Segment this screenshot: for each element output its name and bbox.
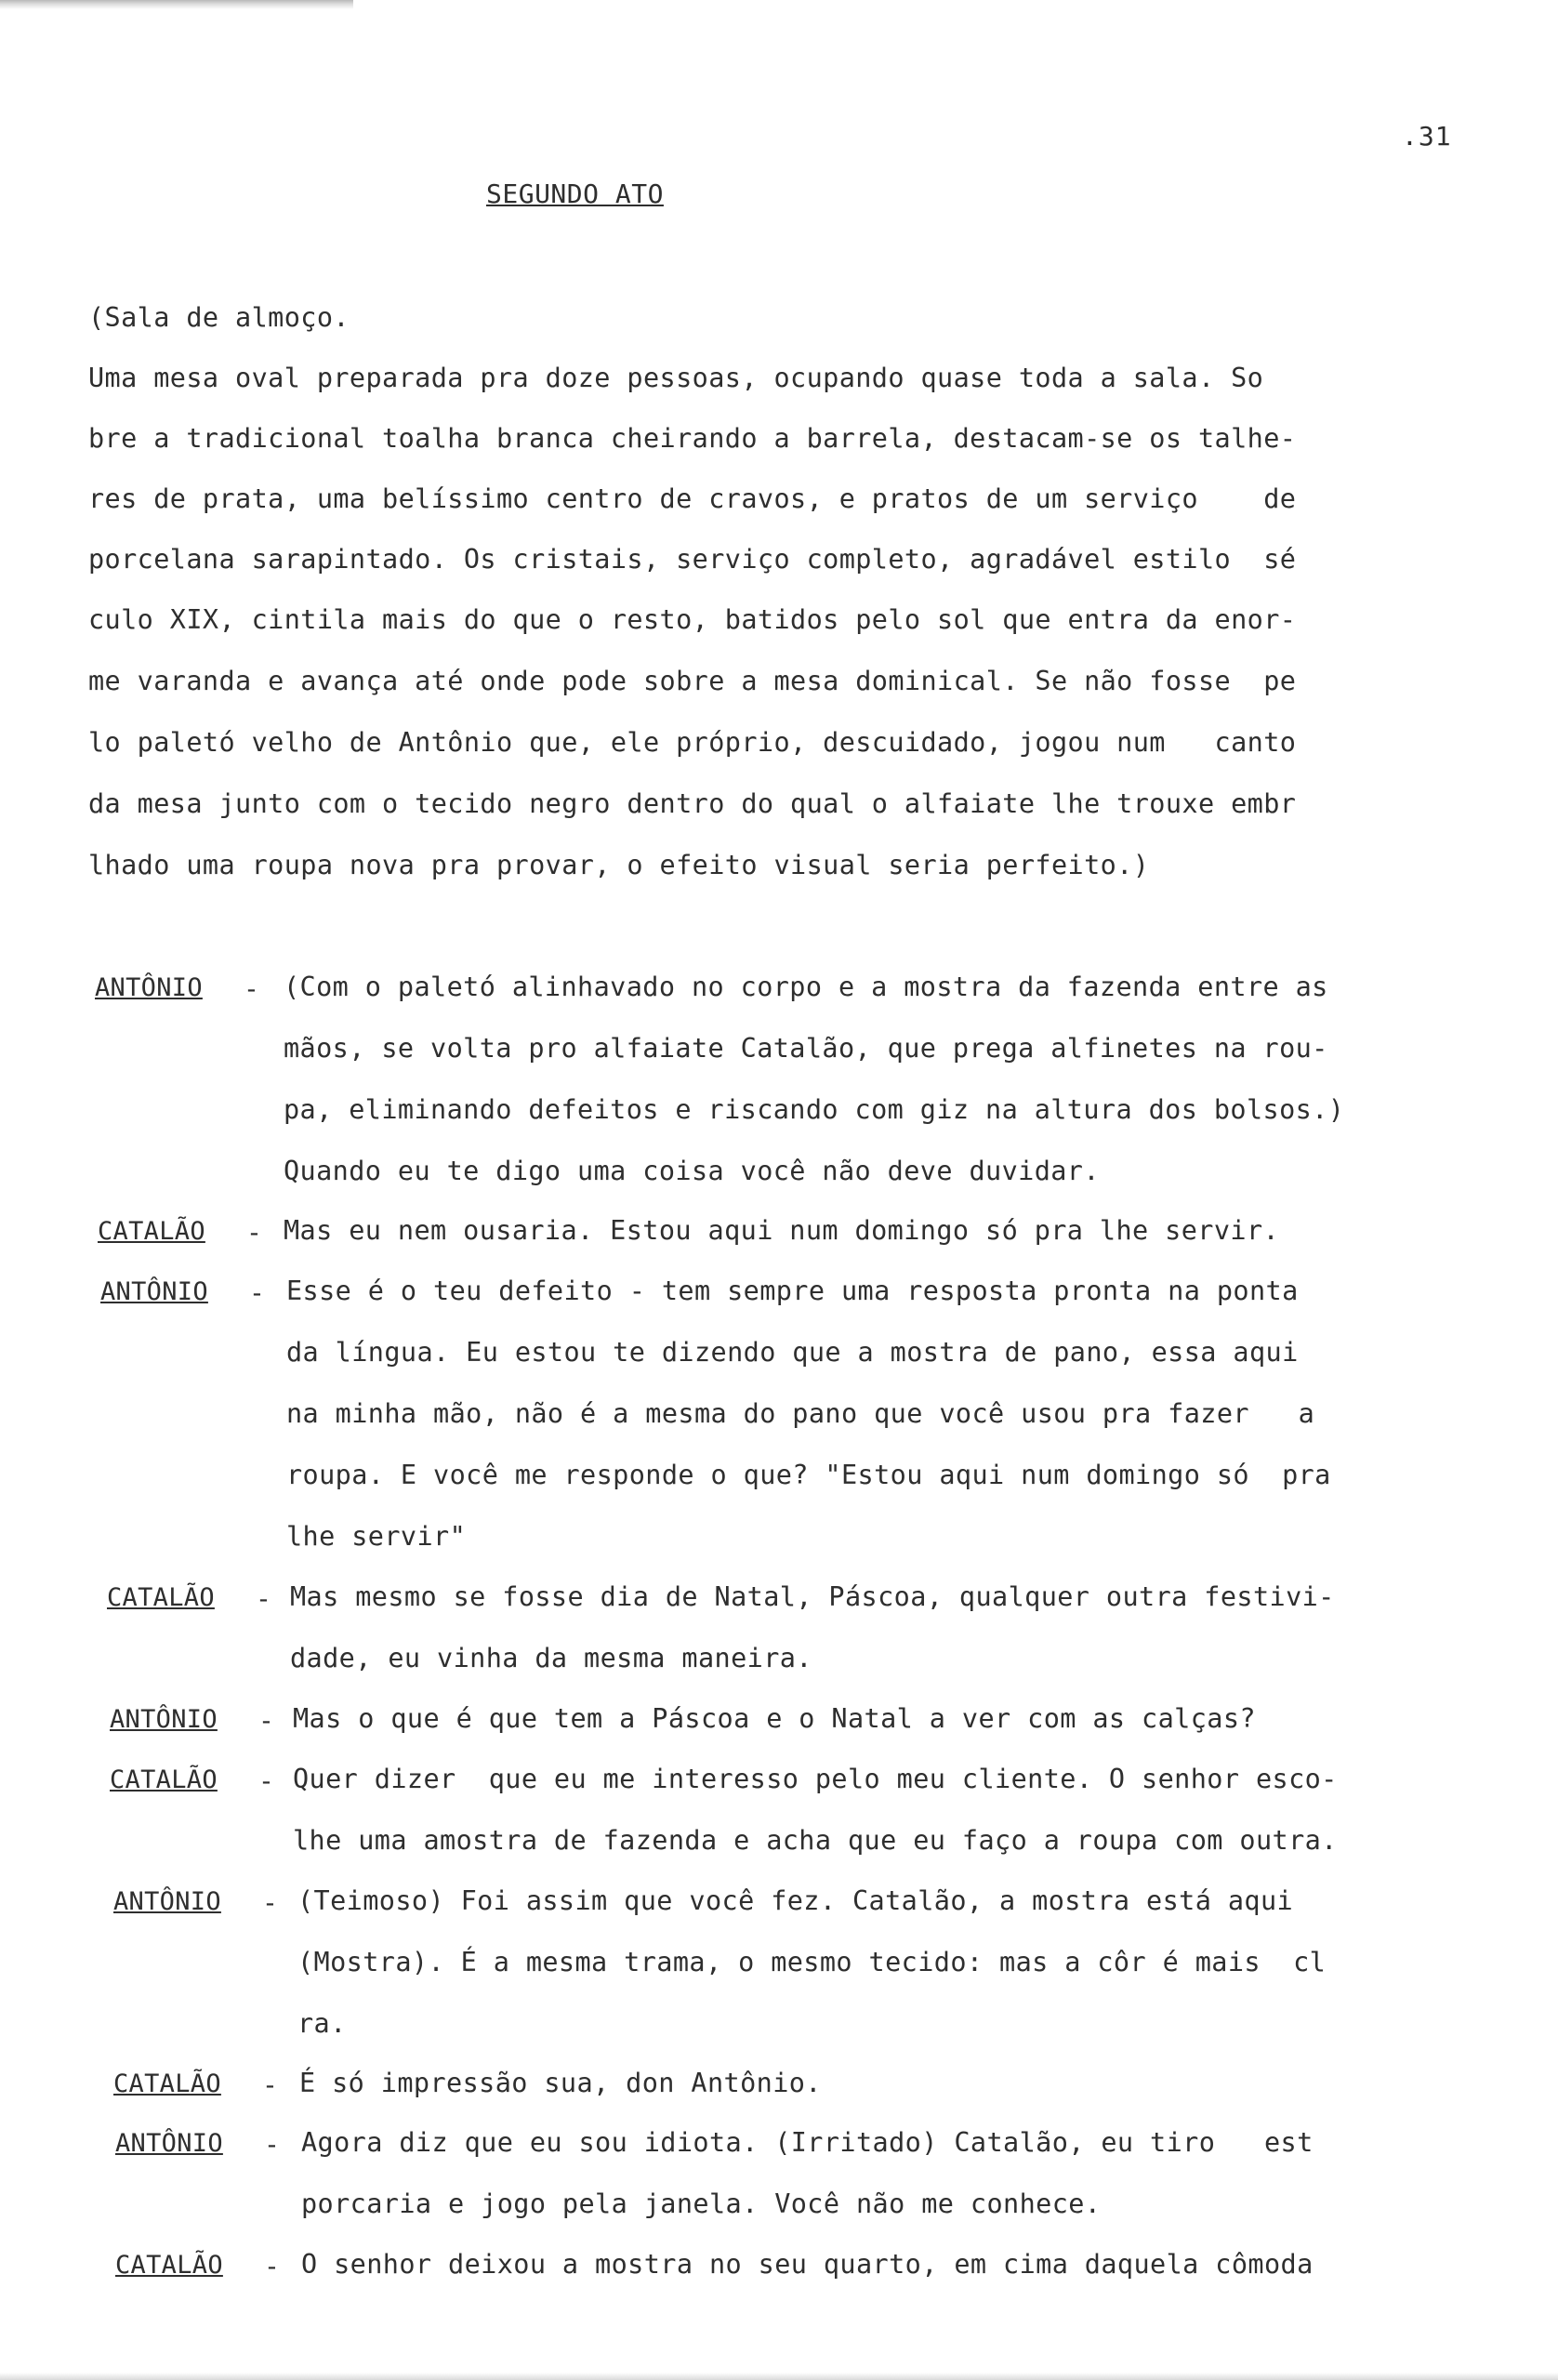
dialogue-line: Mas eu nem ousaria. Estou aqui num domingo só pra lhe servir.: [284, 1215, 1280, 1246]
speaker-dash: -: [256, 1583, 271, 1614]
stage-direction-line: lo paletó velho de Antônio que, ele próprio, descuidado, jogou num canto: [88, 727, 1297, 758]
dialogue-line: porcaria e jogo pela janela. Você não me conhece.: [301, 2188, 1102, 2219]
dialogue-line: pa, eliminando defeitos e riscando com giz na altura dos bolsos.): [284, 1094, 1345, 1125]
speaker-dash: -: [264, 2129, 280, 2160]
dialogue-line: Agora diz que eu sou idiota. (Irritado) Catalão, eu tiro est: [301, 2127, 1314, 2158]
dialogue-line: (Mostra). É a mesma trama, o mesmo tecido: mas a côr é mais cl: [297, 1947, 1327, 1977]
stage-direction-line: da mesa junto com o tecido negro dentro do qual o alfaiate lhe trouxe embr: [88, 788, 1297, 819]
stage-direction-line: (Sala de almoço.: [88, 302, 350, 333]
speaker-dash: -: [262, 2069, 278, 2100]
stage-direction-line: me varanda e avança até onde pode sobre a mesa dominical. Se não fosse pe: [88, 666, 1297, 696]
dialogue-line: Quer dizer que eu me interesso pelo meu cliente. O senhor esco-: [293, 1764, 1338, 1794]
speaker-name: ANTÔNIO: [113, 1887, 221, 1916]
dialogue-line: roupa. E você me responde o que? "Estou aqui num domingo só pra: [286, 1460, 1331, 1490]
speaker-name: CATALÃO: [110, 1765, 218, 1794]
dialogue-line: (Com o paletó alinhavado no corpo e a mostra da fazenda entre as: [284, 972, 1328, 1002]
speaker-name: CATALÃO: [115, 2251, 223, 2280]
speaker-dash: -: [246, 1217, 262, 1248]
dialogue-line: Mas mesmo se fosse dia de Natal, Páscoa, qualquer outra festivi-: [290, 1581, 1335, 1612]
stage-direction-line: lhado uma roupa nova pra provar, o efeito visual seria perfeito.): [88, 850, 1150, 880]
speaker-dash: -: [244, 973, 259, 1004]
dialogue-line: na minha mão, não é a mesma do pano que você usou pra fazer a: [286, 1398, 1315, 1429]
dialogue-line: da língua. Eu estou te dizendo que a mostra de pano, essa aqui: [286, 1337, 1299, 1368]
stage-direction-line: culo XIX, cintila mais do que o resto, batidos pelo sol que entra da enor-: [88, 604, 1297, 635]
dialogue-line: Mas o que é que tem a Páscoa e o Natal a ver com as calças?: [293, 1703, 1256, 1734]
stage-direction-line: res de prata, uma belíssimo centro de cravos, e pratos de um serviço de: [88, 483, 1297, 514]
speaker-dash: -: [249, 1277, 265, 1308]
speaker-name: CATALÃO: [98, 1217, 205, 1246]
dialogue-line: É só impressão sua, don Antônio.: [299, 2068, 822, 2098]
speaker-name: CATALÃO: [107, 1583, 215, 1612]
scan-bottom-edge-mark: [0, 2373, 1558, 2380]
stage-direction-line: bre a tradicional toalha branca cheirando a barrela, destacam-se os talhe-: [88, 423, 1297, 454]
speaker-name: ANTÔNIO: [110, 1705, 218, 1734]
speaker-dash: -: [262, 1887, 278, 1918]
dialogue-line: O senhor deixou a mostra no seu quarto, em cima daquela cômoda: [301, 2249, 1314, 2280]
speaker-dash: -: [258, 1765, 274, 1796]
page-number: .31: [1402, 121, 1452, 152]
scan-top-edge-mark: [0, 0, 353, 9]
act-title: SEGUNDO ATO: [486, 178, 664, 209]
dialogue-line: Quando eu te digo uma coisa você não deve duvidar.: [284, 1156, 1100, 1186]
stage-direction-line: Uma mesa oval preparada pra doze pessoas, ocupando quase toda a sala. So: [88, 363, 1264, 393]
speaker-name: CATALÃO: [113, 2069, 221, 2098]
dialogue-line: lhe uma amostra de fazenda e acha que eu faço a roupa com outra.: [293, 1825, 1338, 1856]
speaker-name: ANTÔNIO: [95, 973, 203, 1002]
speaker-name: ANTÔNIO: [100, 1277, 208, 1306]
speaker-dash: -: [264, 2251, 280, 2281]
speaker-name: ANTÔNIO: [115, 2129, 223, 2158]
dialogue-line: lhe servir": [286, 1521, 467, 1552]
stage-direction-line: porcelana sarapintado. Os cristais, serviço completo, agradável estilo sé: [88, 544, 1297, 575]
dialogue-line: dade, eu vinha da mesma maneira.: [290, 1643, 812, 1673]
dialogue-line: mãos, se volta pro alfaiate Catalão, que prega alfinetes na rou-: [284, 1033, 1328, 1064]
speaker-dash: -: [258, 1705, 274, 1736]
dialogue-line: (Teimoso) Foi assim que você fez. Catalão, a mostra está aqui: [297, 1885, 1294, 1916]
dialogue-line: Esse é o teu defeito - tem sempre uma resposta pronta na ponta: [286, 1276, 1299, 1306]
dialogue-line: ra.: [297, 2008, 347, 2039]
